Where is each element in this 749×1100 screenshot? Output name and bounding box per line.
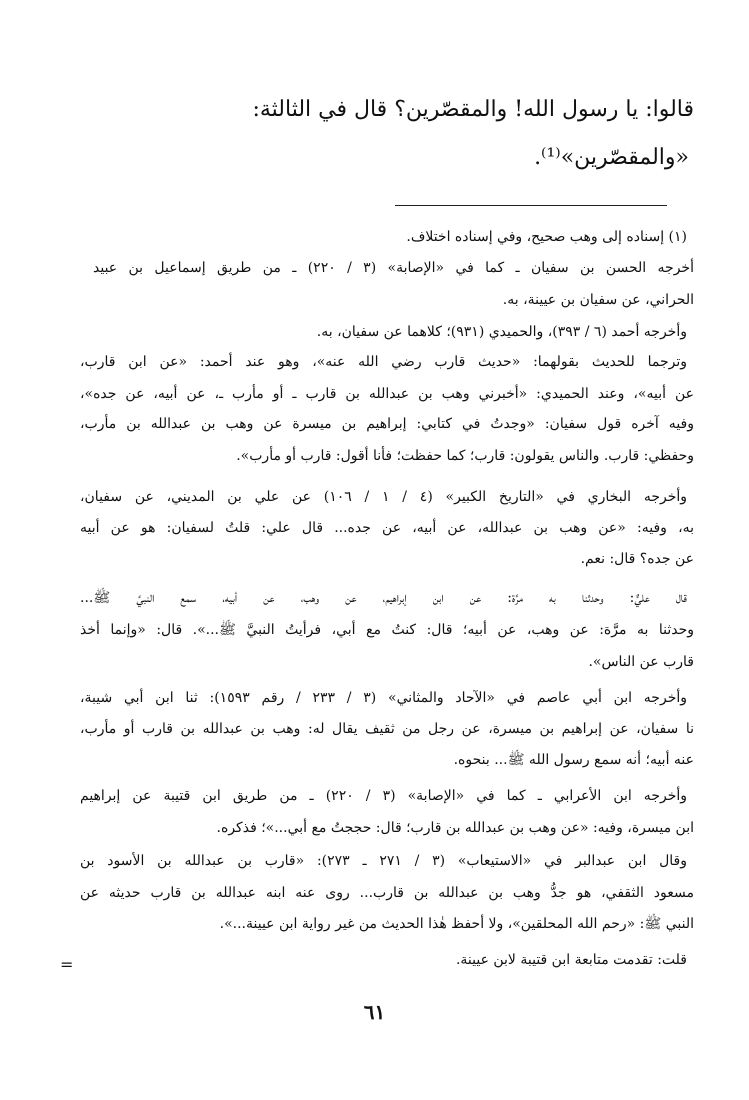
footnote-line: به، وفيه: «عن وهب بن عبدالله، عن أبيه، عن جده... قال علي: قلتُ لسفيان: هو عن أبيه bbox=[80, 520, 694, 536]
footnote-line: النبي ﷺ: «رحم الله المحلقين»، ولا أحفظ هٰذا الحديث من غير رواية ابن عيينة...». bbox=[219, 916, 694, 932]
footnote-line: وحدثنا به مرَّة: عن وهب، عن أبيه؛ قال: كنتُ مع أبي، فرأيتُ النبيَّ ﷺ...». قال: «وإنما أخذ bbox=[80, 622, 694, 638]
footnote-line: عنه أبيه؛ أنه سمع رسول الله ﷺ... بنحوه. bbox=[453, 752, 694, 768]
main-text-line-2: «والمقصّرين»⁽¹⁾. bbox=[534, 145, 689, 170]
footnote-line: قال عليٌّ: وحدثنا به مرَّة: عن ابن إبراهيم، عن وهب، عن أبيه، سمع النبيَّ ﷺ... bbox=[80, 590, 687, 606]
footnote-line: وحفظي: قارب. والناس يقولون: قارب؛ كما حفظت؛ فأنا أقول: قارب أو مأرب». bbox=[236, 448, 694, 464]
footnote-line: وترجما للحديث بقولهما: «حديث قارب رضي الله عنه»، وهو عند أحمد: «عن ابن قارب، bbox=[80, 354, 687, 370]
continuation-mark: = bbox=[60, 955, 74, 974]
footnote-separator bbox=[395, 205, 667, 206]
footnote-line: (١) إسناده إلى وهب صحيح، وفي إسناده اختلاف. bbox=[406, 229, 687, 245]
footnote-line: وأخرجه ابن أبي عاصم في «الآحاد والمثاني» (٣ / ٢٣٣ / رقم ١٥٩٣): ثنا ابن أبي شيبة، bbox=[80, 690, 687, 706]
footnote-line: عن جده؟ قال: نعم. bbox=[580, 551, 694, 567]
footnote-line: وأخرجه ابن الأعرابي ـ كما في «الإصابة» (٣ / ٢٢٠) ـ من طريق ابن قتيبة عن إبراهيم bbox=[80, 788, 687, 804]
main-text-line-1: قالوا: يا رسول الله! والمقصّرين؟ قال في الثالثة: bbox=[252, 97, 694, 122]
footnote-line: قارب عن الناس». bbox=[588, 654, 694, 670]
footnote-line: وأخرجه أحمد (٦ / ٣٩٣)، والحميدي (٩٣١)؛ كلاهما عن سفيان، به. bbox=[316, 324, 687, 340]
footnote-line: نا سفيان، عن إبراهيم بن ميسرة، عن رجل من ثقيف يقال له: وهب بن عبدالله بن قارب أو مأرب، bbox=[80, 721, 694, 737]
footnote-line: قلت: تقدمت متابعة ابن قتيبة لابن عيينة. bbox=[455, 952, 687, 968]
footnote-line: الحراني، عن سفيان بن عيينة، به. bbox=[502, 292, 694, 308]
footnote-line: أخرجه الحسن بن سفيان ـ كما في «الإصابة» (٣ / ٢٢٠) ـ من طريق إسماعيل بن عبيد bbox=[93, 260, 694, 276]
footnote-line: وأخرجه البخاري في «التاريخ الكبير» (٤ / ١ / ١٠٦) عن علي بن المديني، عن سفيان، bbox=[80, 489, 688, 505]
footnote-line: مسعود الثقفي، هو جدُّ وهب بن عبدالله بن قارب... روى عنه ابنه عبدالله بن قارب حديثه عن bbox=[80, 885, 694, 901]
footnote-line: ابن ميسرة، وفيه: «عن وهب بن عبدالله بن قارب؛ قال: حججتُ مع أبي...»؛ فذكره. bbox=[216, 820, 694, 836]
page-number: ٦١ bbox=[363, 1000, 386, 1024]
footnote-line: وقال ابن عبدالبر في «الاستيعاب» (٣ / ٢٧١ ـ ٢٧٣): «قارب بن عبدالله بن الأسود بن bbox=[80, 853, 687, 869]
footnote-line: وفيه آخره قول سفيان: «وجدتُ في كتابي: إبراهيم بن ميسرة عن وهب بن عبدالله بن مأرب، bbox=[80, 416, 694, 432]
footnote-line: عن أبيه»، وعند الحميدي: «أخبرني وهب بن عبدالله بن قارب ـ أو مأرب ـ، عن أبيه، عن جده»، bbox=[80, 386, 694, 402]
